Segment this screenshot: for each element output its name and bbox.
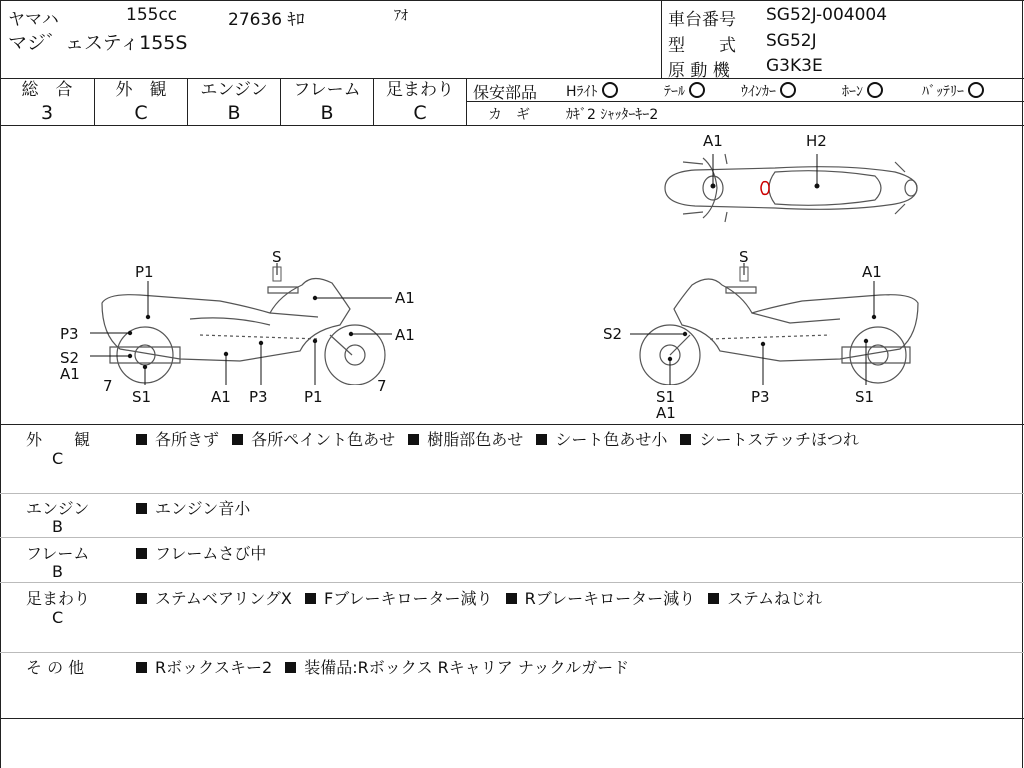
section-item: エンジン音小: [155, 499, 251, 518]
engine-value: G3K3E: [766, 56, 823, 76]
section-divider-3: [0, 582, 1024, 583]
safety-item-winker: [741, 81, 796, 101]
safety-item-headlight: [566, 81, 618, 101]
label-left-a1: A1: [60, 365, 80, 383]
ok-circle-icon: [780, 82, 796, 98]
top-view-scooter-diagram: [655, 150, 925, 230]
grade-value: C: [134, 102, 148, 124]
bullet-square-icon: [136, 548, 147, 559]
section-title-exterior: 外 観: [26, 430, 91, 449]
section-item: ステムねじれ: [727, 589, 823, 608]
grade-frame: [280, 79, 374, 125]
bullet-square-icon: [136, 662, 147, 673]
grade-value: B: [320, 102, 334, 124]
section-items-engine: [136, 496, 250, 519]
section-title-frame: フレーム: [26, 544, 90, 563]
right-side-scooter-diagram: [630, 255, 930, 385]
section-divider-2: [0, 537, 1024, 538]
label-right-s-top: S: [739, 248, 749, 266]
grade-value: C: [413, 102, 427, 124]
safety-row-divider: [466, 101, 1024, 102]
label-right-s1-right: S1: [855, 388, 875, 406]
frame-no-label: 車台番号: [668, 10, 736, 30]
label-right-a1-bottom: A1: [656, 404, 676, 422]
left-side-scooter-diagram: [80, 255, 400, 385]
section-item: Rブレーキローター減り: [524, 589, 696, 608]
grade-label: エンジン: [200, 80, 268, 100]
section-item: ステムベアリングX: [155, 589, 292, 608]
section-grade-suspension: C: [52, 608, 64, 627]
type-label: 型 式: [668, 36, 736, 56]
safety-item-label: ﾎｰﾝ: [842, 84, 863, 100]
ok-circle-icon: [602, 82, 618, 98]
safety-item-label: ﾃｰﾙ: [664, 84, 685, 100]
grade-overall: [0, 79, 94, 125]
label-left-s-top: S: [272, 248, 282, 266]
grade-label: フレーム: [293, 80, 361, 100]
grade-exterior: [94, 79, 188, 125]
bullet-square-icon: [136, 593, 147, 604]
diagram-bottom-divider: [0, 424, 1024, 425]
safety-item-label: Hﾗｲﾄ: [566, 84, 598, 100]
grade-row-divider: [0, 125, 1024, 126]
label-left-s2: S2: [60, 349, 80, 367]
label-left-p1-bottom: P1: [304, 388, 323, 406]
safety-item-tail: [664, 81, 705, 101]
label-left-s1: S1: [132, 388, 152, 406]
section-item: シートステッチほつれ: [699, 430, 859, 449]
mileage: 27636 ｷﾛ: [228, 10, 305, 30]
ok-circle-icon: [968, 82, 984, 98]
grade-label: 外 観: [115, 80, 167, 100]
key-value: ｶｷﾞ2 ｼｬｯﾀｰｷｰ2: [566, 107, 659, 123]
section-items-other: [136, 655, 629, 678]
section-divider-1: [0, 493, 1024, 494]
grade-label: 足まわり: [386, 80, 454, 100]
section-divider-4: [0, 652, 1024, 653]
color: ｱｵ: [394, 8, 408, 24]
bullet-square-icon: [232, 434, 243, 445]
section-title-suspension: 足まわり: [26, 589, 91, 608]
bullet-square-icon: [136, 434, 147, 445]
grade-suspension: [373, 79, 467, 125]
ok-circle-icon: [689, 82, 705, 98]
label-left-a1-right-mid: A1: [395, 326, 415, 344]
label-left-7: 7: [103, 377, 113, 395]
safety-item-label: ﾊﾞｯﾃﾘｰ: [922, 84, 964, 100]
safety-item-horn: [842, 81, 883, 101]
outer-top-border: [0, 0, 1024, 1]
bullet-square-icon: [305, 593, 316, 604]
section-items-suspension: [136, 586, 822, 609]
grade-value: B: [227, 102, 241, 124]
label-left-7-right: 7: [377, 377, 387, 395]
section-items-frame: [136, 541, 266, 564]
section-item: 各所ペイント色あせ: [251, 430, 396, 449]
label-left-p3: P3: [60, 325, 79, 343]
grade-value: 3: [40, 102, 54, 124]
safety-item-label: ｳｲﾝｶｰ: [741, 84, 776, 100]
bullet-square-icon: [506, 593, 517, 604]
safety-label: 保安部品: [473, 83, 538, 102]
type-value: SG52J: [766, 31, 817, 51]
label-left-p3-bottom: P3: [249, 388, 268, 406]
section-item: Rボックスキー2: [155, 658, 273, 677]
section-divider-5: [0, 718, 1024, 719]
ok-circle-icon: [867, 82, 883, 98]
label-right-a1-top: A1: [862, 263, 882, 281]
frame-no: SG52J-004004: [766, 5, 888, 25]
section-grade-exterior: C: [52, 449, 64, 468]
maker: ヤマハ: [8, 10, 59, 30]
label-left-a1-right-top: A1: [395, 289, 415, 307]
section-title-other: そ の 他: [26, 658, 85, 677]
label-left-a1-bottom: A1: [211, 388, 231, 406]
label-top-h2: H2: [806, 132, 827, 150]
header-vertical-divider: [661, 0, 662, 78]
safety-item-battery: [922, 81, 984, 101]
section-item: 樹脂部色あせ: [427, 430, 524, 449]
section-items-exterior: [136, 427, 859, 450]
bullet-square-icon: [136, 503, 147, 514]
key-label: カ ギ: [488, 107, 530, 123]
bullet-square-icon: [536, 434, 547, 445]
bullet-square-icon: [285, 662, 296, 673]
section-grade-engine: B: [52, 517, 63, 536]
label-top-a1: A1: [703, 132, 723, 150]
bullet-square-icon: [680, 434, 691, 445]
section-title-engine: エンジン: [26, 499, 90, 518]
label-right-p3-bottom: P3: [751, 388, 770, 406]
section-item: 装備品:Rボックス Rキャリア ナックルガード: [304, 658, 630, 677]
bullet-square-icon: [408, 434, 419, 445]
section-grade-frame: B: [52, 562, 63, 581]
model-name: マジ゛ェスティ155S: [8, 32, 188, 54]
section-item: シート色あせ小: [555, 430, 668, 449]
engine-label: 原 動 機: [668, 61, 730, 81]
displacement: 155cc: [126, 5, 178, 25]
label-left-p1-top: P1: [135, 263, 154, 281]
label-right-s2: S2: [603, 325, 623, 343]
label-right-s1: S1: [656, 388, 676, 406]
section-item: 各所きず: [155, 430, 220, 449]
grade-engine: [187, 79, 281, 125]
section-item: Fブレーキローター減り: [323, 589, 493, 608]
grade-label: 総 合: [21, 80, 73, 100]
section-item: フレームさび中: [155, 544, 267, 563]
bullet-square-icon: [708, 593, 719, 604]
